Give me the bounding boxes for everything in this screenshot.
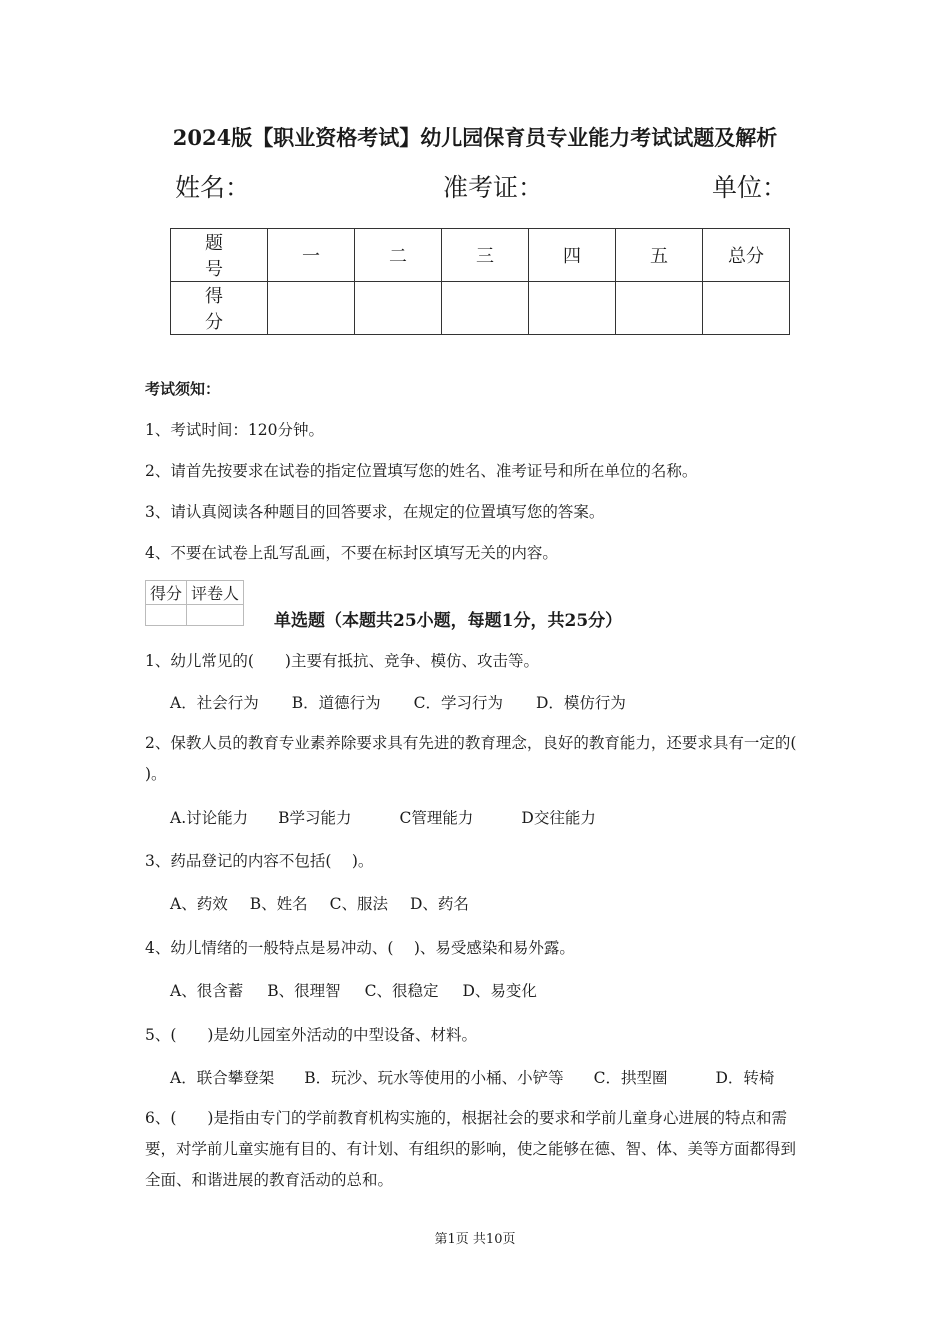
- question-options: [170, 806, 596, 828]
- score-header-cell: 题 号: [171, 229, 268, 282]
- score-cell[interactable]: [703, 282, 790, 335]
- option[interactable]: C、很稳定: [364, 982, 439, 1000]
- option[interactable]: C．学习行为: [413, 694, 503, 712]
- option[interactable]: A．社会行为: [170, 694, 259, 712]
- score-header-cell: 四: [529, 229, 616, 282]
- option[interactable]: C管理能力: [399, 809, 474, 827]
- question-stem: 5、( )是幼儿园室外活动的中型设备、材料。: [145, 1026, 477, 1044]
- score-row-label: 得 分: [171, 282, 268, 335]
- option[interactable]: C．拱型圈: [593, 1069, 668, 1087]
- score-cell[interactable]: [442, 282, 529, 335]
- score-header-cell: 五: [616, 229, 703, 282]
- score-table-header-row: [171, 229, 790, 282]
- grader-score-label: 得分: [146, 581, 187, 605]
- question-stem: 6、( )是指由专门的学前教育机构实施的，根据社会的要求和学前儿童身心进展的特点和需要，对学前儿童实施有目的、有计划、有组织的影响，使之能够在德、智、体、美等方面都得到全面、和谐进展的教育活动的总和。: [145, 1109, 797, 1189]
- question-options: [170, 979, 537, 1001]
- page-footer: 第1页 共10页: [434, 1232, 516, 1247]
- option[interactable]: B．玩沙、玩水等使用的小桶、小铲等: [304, 1069, 564, 1087]
- score-header-cell: 总分: [703, 229, 790, 282]
- notice-item: 1、考试时间：120分钟。: [145, 421, 324, 439]
- unit-field-label: 单位：: [712, 173, 788, 202]
- section-title: 单选题（本题共25小题，每题1分，共25分）: [274, 611, 623, 631]
- option[interactable]: A、药效: [170, 895, 228, 913]
- option[interactable]: B．道德行为: [291, 694, 381, 712]
- score-cell[interactable]: [355, 282, 442, 335]
- option[interactable]: A、很含蓄: [170, 982, 244, 1000]
- notice-item: 3、请认真阅读各种题目的回答要求，在规定的位置填写您的答案。: [145, 503, 605, 521]
- option[interactable]: A.讨论能力: [170, 809, 249, 827]
- grader-score-cell[interactable]: [146, 605, 187, 626]
- question-stem: 1、幼儿常见的( )主要有抵抗、竞争、模仿、攻击等。: [145, 652, 539, 670]
- question-stem: 4、幼儿情绪的一般特点是易冲动、( )、易受感染和易外露。: [145, 939, 575, 957]
- option[interactable]: D．模仿行为: [535, 694, 626, 712]
- score-header-cell: 二: [355, 229, 442, 282]
- option[interactable]: D、易变化: [462, 982, 537, 1000]
- score-cell[interactable]: [268, 282, 355, 335]
- question-options: [170, 1066, 774, 1088]
- score-cell[interactable]: [529, 282, 616, 335]
- question-options: [170, 892, 469, 914]
- option[interactable]: D．转椅: [715, 1069, 775, 1087]
- page-title: 2024版【职业资格考试】幼儿园保育员专业能力考试试题及解析: [172, 125, 778, 150]
- grader-reviewer-label: 评卷人: [187, 581, 244, 605]
- score-cell[interactable]: [616, 282, 703, 335]
- notice-title: 考试须知：: [145, 380, 221, 398]
- score-table: [170, 228, 790, 335]
- option[interactable]: D交往能力: [521, 809, 596, 827]
- question-options: [170, 691, 626, 713]
- question-stem: 2、保教人员的教育专业素养除要求具有先进的教育理念，良好的教育能力，还要求具有一定的( )。: [145, 734, 817, 783]
- exam-id-field-label: 准考证：: [443, 173, 544, 202]
- question-stem: 3、药品登记的内容不包括( )。: [145, 852, 374, 870]
- option[interactable]: B、很理智: [267, 982, 341, 1000]
- grader-box: [145, 580, 244, 626]
- option[interactable]: B学习能力: [278, 809, 352, 827]
- score-table-value-row: [171, 282, 790, 335]
- score-header-cell: 一: [268, 229, 355, 282]
- score-header-cell: 三: [442, 229, 529, 282]
- option[interactable]: C、服法: [329, 895, 388, 913]
- option[interactable]: A．联合攀登架: [170, 1069, 275, 1087]
- notice-item: 2、请首先按要求在试卷的指定位置填写您的姓名、准考证号和所在单位的名称。: [145, 462, 698, 480]
- option[interactable]: D、药名: [409, 895, 469, 913]
- name-field-label: 姓名：: [175, 173, 251, 202]
- option[interactable]: B、姓名: [249, 895, 308, 913]
- notice-item: 4、不要在试卷上乱写乱画，不要在标封区填写无关的内容。: [145, 544, 558, 562]
- grader-reviewer-cell[interactable]: [187, 605, 244, 626]
